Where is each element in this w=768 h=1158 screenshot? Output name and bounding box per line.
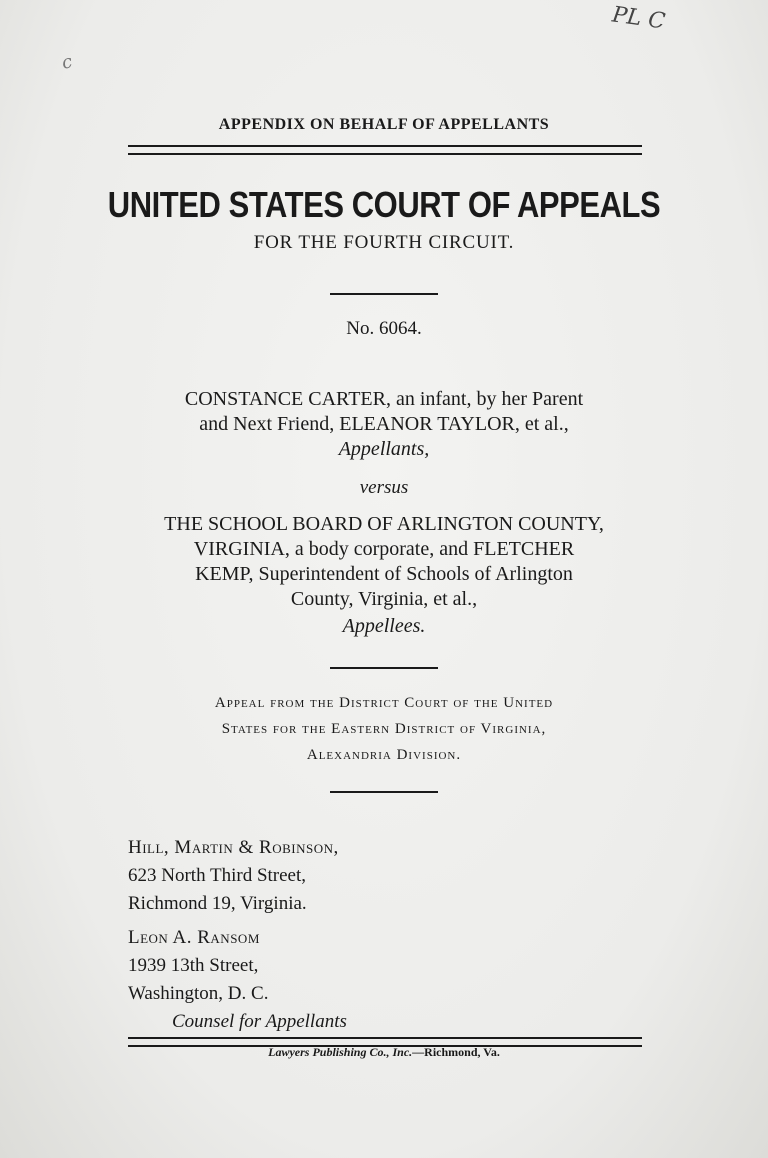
appeal-line: Alexandria Division.: [306, 747, 462, 763]
appellants-block: [0, 387, 768, 437]
counsel-firm: Hill, Martin & Robinson,: [128, 837, 339, 858]
printer-name: Lawyers Publishing Co., Inc.: [268, 1045, 413, 1059]
appendix-heading: APPENDIX ON BEHALF OF APPELLANTS: [218, 116, 550, 133]
printer-imprint: [0, 1045, 768, 1060]
appellees-line: KEMP, Superintendent of Schools of Arlington: [195, 563, 573, 585]
appeal-line: States for the Eastern District of Virginia,: [221, 721, 547, 737]
case-number: No. 6064.: [346, 318, 422, 339]
counsel-attorney: Leon A. Ransom: [128, 927, 260, 948]
short-rule-divider: [330, 791, 438, 793]
versus-label: versus: [359, 477, 409, 498]
appellants-line: and Next Friend, ELEANOR TAYLOR, et al.,: [199, 413, 569, 435]
appellants-line: CONSTANCE CARTER, an infant, by her Parent: [184, 388, 584, 410]
short-rule-divider: [330, 667, 438, 669]
appellees-line: County, Virginia, et al.,: [290, 588, 478, 610]
appellees-line: VIRGINIA, a body corporate, and FLETCHER: [193, 538, 575, 560]
appellants-role: Appellants,: [338, 438, 430, 460]
appellees-line: THE SCHOOL BOARD OF ARLINGTON COUNTY,: [164, 513, 604, 535]
counsel-attorney-address-line: Washington, D. C.: [128, 983, 269, 1004]
circuit-name: FOR THE FOURTH CIRCUIT.: [253, 232, 515, 253]
appellees-block: [0, 512, 768, 612]
printer-location: —Richmond, Va.: [412, 1045, 500, 1059]
short-rule-divider: [330, 293, 438, 295]
handwritten-annotation-top-left: c: [59, 51, 75, 74]
double-rule-divider: [128, 145, 642, 155]
counsel-attorney-address-line: 1939 13th Street,: [128, 955, 259, 976]
court-name: UNITED STATES COURT OF APPEALS: [107, 184, 661, 225]
handwritten-annotation-top-right: PL C: [610, 2, 667, 35]
appeal-line: Appeal from the District Court of the United: [214, 695, 554, 711]
counsel-label: Counsel for Appellants: [172, 1011, 347, 1032]
counsel-block: [128, 834, 347, 1036]
counsel-firm-address-line: 623 North Third Street,: [128, 865, 307, 886]
appellees-role: Appellees.: [342, 615, 426, 637]
appeal-statement: [0, 690, 768, 768]
counsel-firm-address-line: Richmond 19, Virginia.: [128, 893, 307, 914]
